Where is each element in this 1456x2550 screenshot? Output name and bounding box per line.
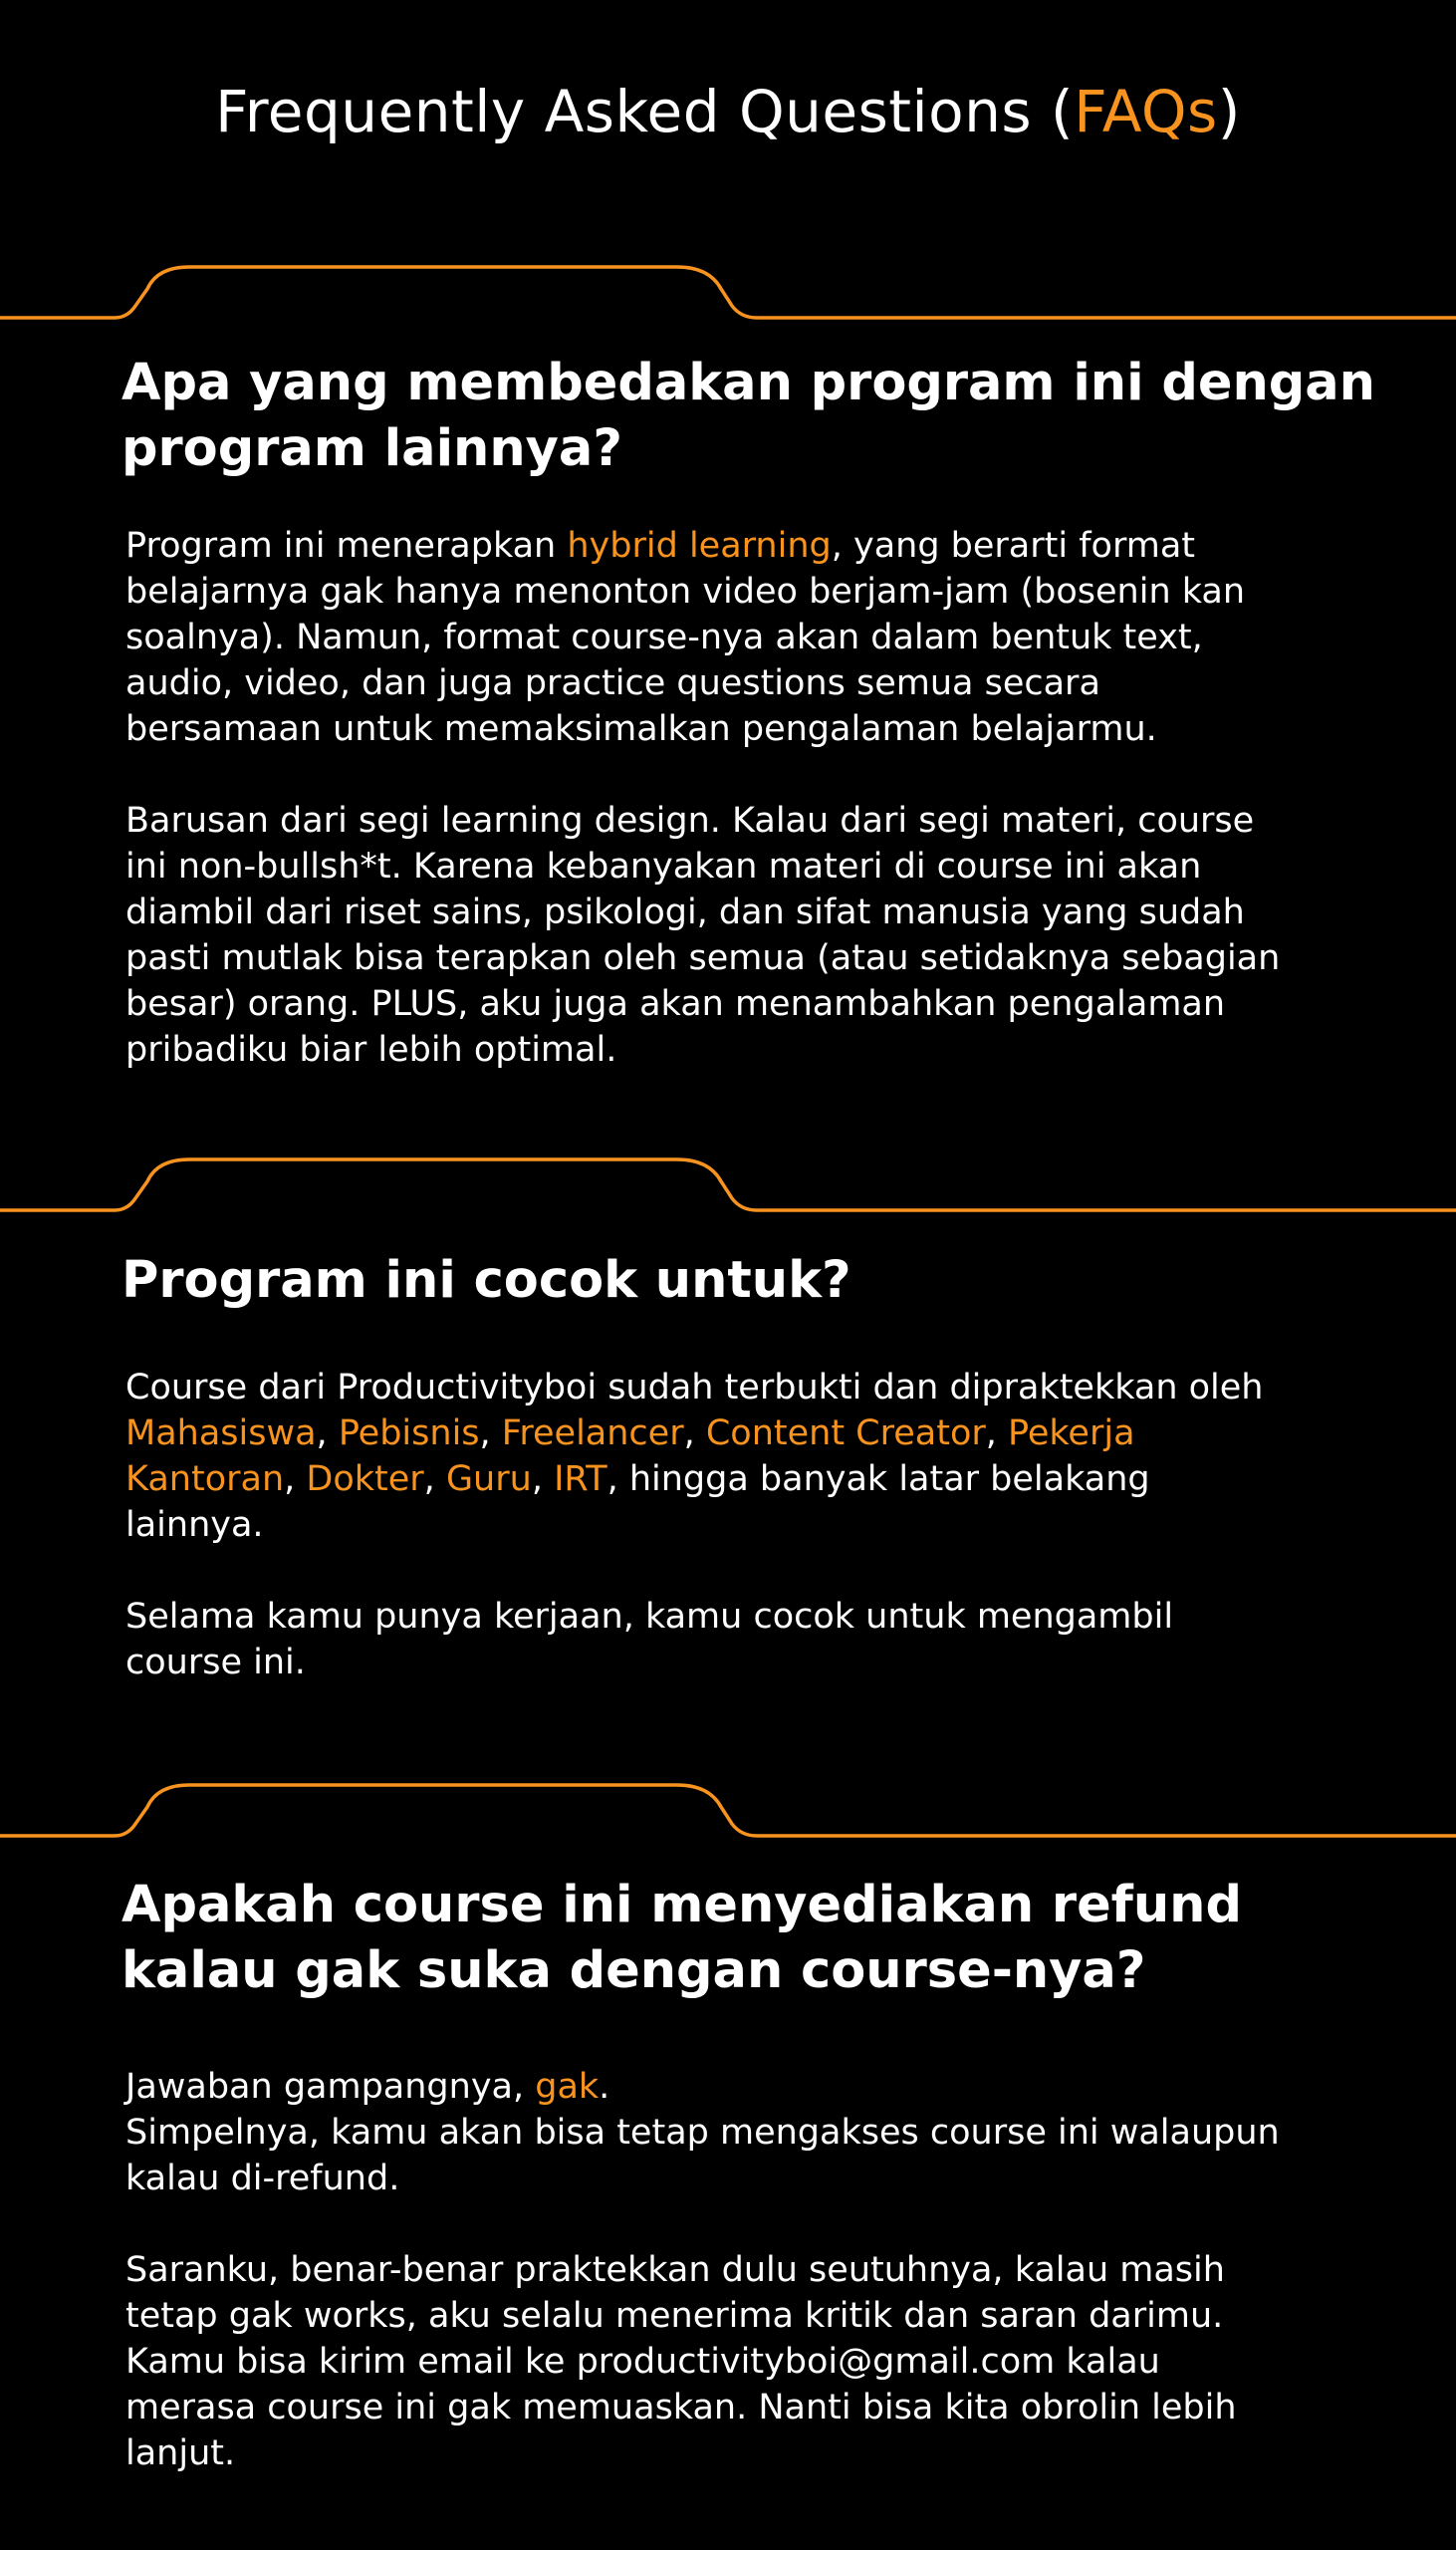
answer-line xyxy=(125,523,1380,569)
audience-tag: Mahasiswa xyxy=(125,1413,317,1453)
answer-text: Jawaban gampangnya, xyxy=(125,2067,536,2107)
page-title xyxy=(0,72,1456,151)
answer-line: course ini. xyxy=(125,1643,306,1682)
faq-question-line: Apa yang membedakan program ini dengan xyxy=(121,354,1375,412)
answer-line: diambil dari riset sains, psikologi, dan sifat manusia yang sudah xyxy=(125,892,1245,932)
audience-tag: Kantoran xyxy=(125,1459,285,1499)
separator: , xyxy=(316,1413,339,1453)
answer-line: Course dari Productivityboi sudah terbukti dan dipraktekkan oleh xyxy=(125,1368,1264,1407)
answer-line: lanjut. xyxy=(125,2433,236,2473)
separator: , xyxy=(531,1459,555,1499)
answer-line: lainnya. xyxy=(125,1505,264,1545)
faq-question-line: kalau gak suka dengan course-nya? xyxy=(121,1941,1146,2000)
answer-line xyxy=(125,2064,1380,2110)
answer-line: Simpelnya, kamu akan bisa tetap mengakses course ini walaupun xyxy=(125,2113,1280,2153)
faq-answer xyxy=(125,523,1380,1073)
answer-text: . xyxy=(599,2067,610,2107)
answer-line: bersamaan untuk memaksimalkan pengalaman belajarmu. xyxy=(125,709,1157,749)
answer-text: , hingga banyak latar belakang xyxy=(607,1459,1150,1499)
faq-answer xyxy=(125,1365,1380,1685)
answer-line: belajarnya gak hanya menonton video berjam-jam (bosenin kan xyxy=(125,572,1246,612)
faq-question-line: program lainnya? xyxy=(121,419,622,478)
faq-question xyxy=(121,1248,1376,1314)
audience-tag: Freelancer xyxy=(501,1413,684,1453)
audience-tag: Dokter xyxy=(306,1459,424,1499)
faq-question-line: Program ini cocok untuk? xyxy=(121,1251,851,1310)
faq-answer xyxy=(125,2064,1380,2476)
answer-line: Kamu bisa kirim email ke productivityboi@gmail.com kalau xyxy=(125,2342,1160,2382)
answer-line: merasa course ini gak memuaskan. Nanti bisa kita obrolin lebih xyxy=(125,2388,1237,2427)
answer-line: Saranku, benar-benar praktekkan dulu seutuhnya, kalau masih xyxy=(125,2250,1225,2290)
answer-line: Selama kamu punya kerjaan, kamu cocok untuk mengambil xyxy=(125,1597,1174,1637)
highlight-gak: gak xyxy=(535,2067,600,2107)
faq-question xyxy=(121,1873,1376,2004)
separator: , xyxy=(683,1413,706,1453)
answer-line: pasti mutlak bisa terapkan oleh semua (atau setidaknya sebagian xyxy=(125,938,1281,978)
answer-line: Barusan dari segi learning design. Kalau dari segi materi, course xyxy=(125,801,1255,841)
separator: , xyxy=(479,1413,502,1453)
page-title-prefix: Frequently Asked Questions ( xyxy=(215,78,1075,145)
answer-text: , yang berarti format xyxy=(831,526,1195,566)
audience-tag: Pebisnis xyxy=(338,1413,480,1453)
answer-line xyxy=(125,1410,1380,1456)
answer-line: ini non-bullsh*t. Karena kebanyakan materi di course ini akan xyxy=(125,847,1202,887)
audience-tag: Pekerja xyxy=(1008,1413,1135,1453)
audience-tag: IRT xyxy=(554,1459,607,1499)
answer-text: Program ini menerapkan xyxy=(125,526,568,566)
section-tab-divider xyxy=(0,1151,1456,1211)
answer-line: besar) orang. PLUS, aku juga akan menambahkan pengalaman xyxy=(125,984,1226,1024)
faq-question-line: Apakah course ini menyediakan refund xyxy=(121,1876,1242,1934)
page-title-suffix: ) xyxy=(1217,78,1241,145)
faq-question xyxy=(121,351,1376,482)
section-tab-divider xyxy=(0,259,1456,319)
separator: , xyxy=(423,1459,446,1499)
audience-tag: Content Creator xyxy=(705,1413,986,1453)
answer-line: tetap gak works, aku selalu menerima kritik dan saran darimu. xyxy=(125,2296,1224,2336)
page-title-accent: FAQs xyxy=(1074,78,1218,145)
answer-line: kalau di-refund. xyxy=(125,2159,400,2198)
separator: , xyxy=(985,1413,1009,1453)
answer-line: pribadiku biar lebih optimal. xyxy=(125,1030,617,1070)
audience-tag: Guru xyxy=(445,1459,532,1499)
highlight-hybrid-learning: hybrid learning xyxy=(567,526,832,566)
answer-line xyxy=(125,1456,1380,1502)
answer-line: audio, video, dan juga practice questions semua secara xyxy=(125,663,1100,703)
answer-line: soalnya). Namun, format course-nya akan dalam bentuk text, xyxy=(125,618,1203,657)
section-tab-divider xyxy=(0,1777,1456,1837)
separator: , xyxy=(284,1459,307,1499)
